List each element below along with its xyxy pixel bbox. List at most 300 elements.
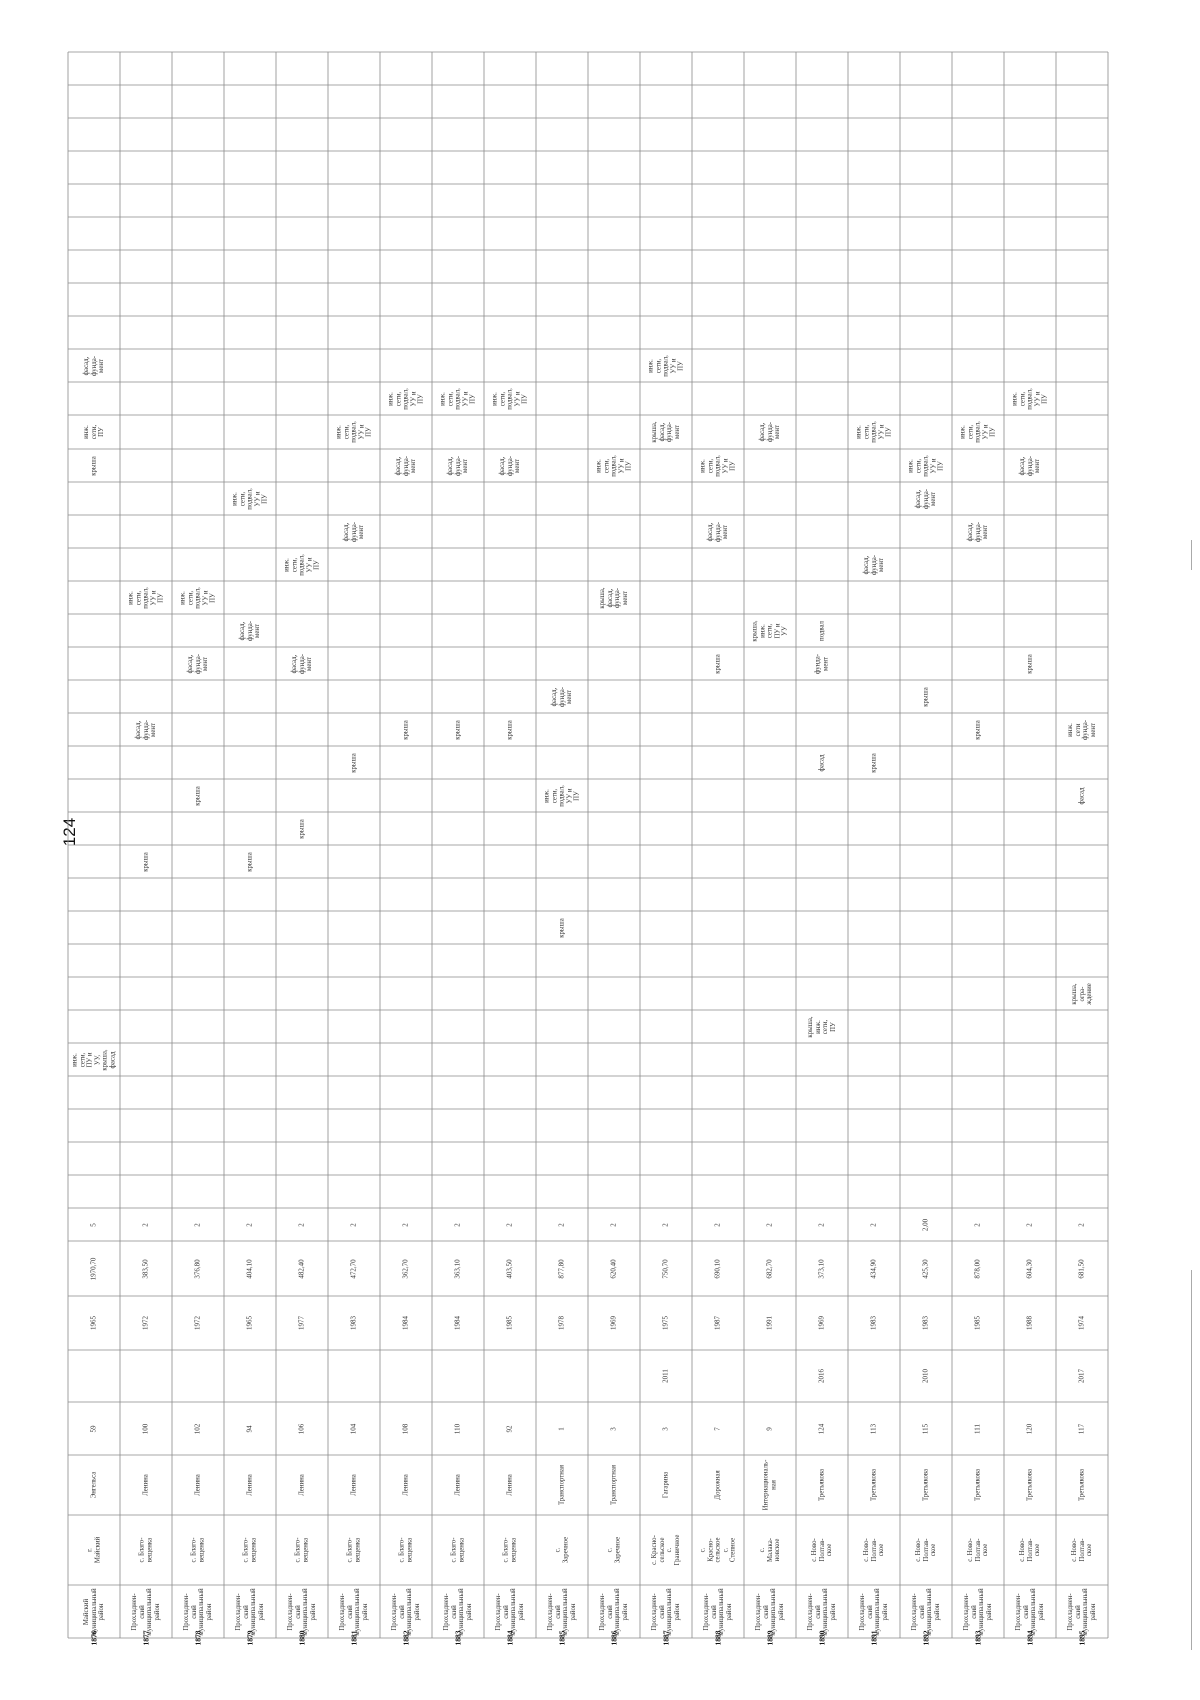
area-cell [952, 1241, 1004, 1296]
settlement-cell [172, 1515, 224, 1585]
settlement-cell [952, 1515, 1004, 1585]
build-year-cell-text: 1975 [661, 1316, 670, 1330]
district-cell [276, 1585, 328, 1638]
work-type-cell [796, 614, 848, 647]
work-type-cell-text: инж. сети, подвал, УУ и ПУ [231, 487, 269, 510]
district-cell [120, 1585, 172, 1638]
work-type-cell-text: крыша [350, 752, 358, 773]
work-type-cell-text: фасад, фунда- мент [706, 521, 729, 542]
page-number: 124 [60, 817, 79, 847]
house-number-cell-text: 7 [713, 1426, 722, 1431]
work-type-cell-text: крыша, фасад, фунда- мент [599, 586, 629, 609]
street-cell [692, 1455, 744, 1515]
district-cell [68, 1585, 120, 1638]
district-cell-text: Прохладнен- ский муниципальный район [1067, 1587, 1097, 1636]
year-extra-cell [484, 1350, 536, 1402]
work-type-cell [1056, 977, 1108, 1010]
street-cell-text: Ленина [506, 1474, 514, 1496]
work-type-cell [276, 812, 328, 845]
work-type-cell-text: фасад, фунда- мент [238, 620, 261, 641]
work-type-cell [952, 515, 1004, 548]
build-year-cell [1004, 1296, 1056, 1350]
work-type-cell-text: крыша [402, 719, 410, 740]
work-type-cell [536, 779, 588, 812]
house-number-cell [432, 1402, 484, 1455]
work-type-cell-text: инж. сети, подвал, УУ и ПУ [491, 387, 529, 410]
area-cell [1056, 1241, 1108, 1296]
year-extra-cell [796, 1350, 848, 1402]
row-number-cell-text: 1895 [1077, 1630, 1087, 1646]
build-year-cell [484, 1296, 536, 1350]
work-type-cell [1056, 713, 1108, 746]
district-cell [900, 1585, 952, 1638]
build-year-cell-text: 1969 [609, 1316, 618, 1330]
floors-cell-text: 2 [765, 1222, 774, 1227]
district-cell [952, 1585, 1004, 1638]
settlement-cell-text: с. Заречное [554, 1536, 569, 1564]
build-year-cell [172, 1296, 224, 1350]
work-type-cell-text: инж. сети, ПУ [82, 424, 105, 440]
district-cell-text: Прохладнен- ский муниципальный район [859, 1587, 889, 1636]
year-extra-cell [1056, 1350, 1108, 1402]
work-type-cell-text: крыша, инж. сети, ПУ [807, 1015, 837, 1038]
street-cell-text: Интернациональ- ная [762, 1459, 777, 1511]
house-number-cell-text: 94 [245, 1425, 254, 1432]
work-type-cell [380, 449, 432, 482]
year-extra-cell [1004, 1350, 1056, 1402]
row-number-cell-text: 1887 [661, 1630, 671, 1646]
build-year-cell [536, 1296, 588, 1350]
floors-cell-text: 2 [401, 1222, 410, 1227]
work-type-cell-text: инж. сети, подвал, УУ и ПУ [335, 421, 373, 443]
build-year-cell-text: 1965 [89, 1316, 98, 1330]
work-type-cell [692, 647, 744, 680]
work-type-cell [328, 746, 380, 779]
area-cell [68, 1241, 120, 1296]
area-cell [848, 1241, 900, 1296]
row-number-cell-text: 1891 [869, 1630, 879, 1646]
work-type-cell-text: крыша, инж. сети, ПУ и УУ [751, 619, 789, 642]
work-type-cell-text: фасад, фунда- мент [394, 455, 417, 476]
work-type-cell [120, 713, 172, 746]
build-year-cell-text: 1983 [349, 1316, 358, 1330]
work-type-cell-text: крыша, огра- ждение [1070, 982, 1093, 1005]
work-type-cell [120, 845, 172, 878]
district-cell-text: Прохладнен- ский муниципальный район [755, 1587, 785, 1636]
house-number-cell [224, 1402, 276, 1455]
house-number-cell-text: 102 [193, 1423, 202, 1434]
work-type-cell [744, 614, 796, 647]
floors-cell-text: 2 [869, 1222, 878, 1227]
district-cell-text: Прохладнен- ский муниципальный район [911, 1587, 941, 1636]
street-cell [640, 1455, 692, 1515]
work-type-cell-text: крыша [246, 851, 254, 872]
area-cell-text: 376,80 [193, 1258, 202, 1279]
street-cell [588, 1455, 640, 1515]
house-number-cell [380, 1402, 432, 1455]
house-number-cell-text: 59 [89, 1425, 98, 1432]
house-number-cell-text: 100 [141, 1423, 150, 1434]
work-type-cell-text: крыша [298, 818, 306, 839]
settlement-cell [848, 1515, 900, 1585]
settlement-cell-text: с. Благо- вещенка [502, 1537, 517, 1563]
area-cell [224, 1241, 276, 1296]
year-extra-cell [172, 1350, 224, 1402]
work-type-cell-text: инж. сети, подвал, УУ и ПУ [855, 421, 893, 443]
area-cell-text: 383,50 [141, 1258, 150, 1279]
settlement-cell-text: с. Ново- Полтав- ское [1018, 1538, 1041, 1562]
year-extra-cell [692, 1350, 744, 1402]
work-type-cell [68, 449, 120, 482]
build-year-cell [640, 1296, 692, 1350]
floors-cell [224, 1208, 276, 1241]
build-year-cell-text: 1977 [297, 1316, 306, 1330]
house-number-cell [588, 1402, 640, 1455]
build-year-cell [432, 1296, 484, 1350]
district-cell-text: Прохладнен- ский муниципальный район [235, 1587, 265, 1636]
floors-cell [640, 1208, 692, 1241]
house-number-cell-text: 9 [765, 1426, 774, 1431]
work-type-cell-text: фасад, фунда- мент [550, 686, 573, 707]
build-year-cell-text: 1988 [1025, 1316, 1034, 1330]
floors-cell [484, 1208, 536, 1241]
work-type-cell [120, 581, 172, 614]
build-year-cell-text: 1978 [557, 1316, 566, 1330]
row-number-cell-text: 1886 [609, 1630, 619, 1646]
work-type-cell [692, 449, 744, 482]
street-cell [900, 1455, 952, 1515]
work-type-cell-text: крыша, фасад, фунда- мент [651, 421, 681, 443]
area-cell [900, 1241, 952, 1296]
area-cell [328, 1241, 380, 1296]
floors-cell [952, 1208, 1004, 1241]
district-cell [588, 1585, 640, 1638]
house-number-cell-text: 111 [973, 1423, 982, 1434]
floors-cell [848, 1208, 900, 1241]
area-cell [588, 1241, 640, 1296]
area-cell [796, 1241, 848, 1296]
floors-cell [120, 1208, 172, 1241]
work-type-cell-text: фасад, фунда- мент [82, 355, 105, 376]
build-year-cell-text: 1974 [1077, 1316, 1086, 1330]
floors-cell-text: 2 [973, 1222, 982, 1227]
street-cell [1004, 1455, 1056, 1515]
work-type-cell [1004, 647, 1056, 680]
work-type-cell-text: крыша [506, 719, 514, 740]
house-number-cell [640, 1402, 692, 1455]
settlement-cell-text: с. Благо- вещенка [450, 1537, 465, 1563]
floors-cell-text: 2 [1025, 1222, 1034, 1227]
work-type-cell [276, 647, 328, 680]
build-year-cell-text: 1985 [973, 1316, 982, 1330]
area-cell-text: 1970,70 [89, 1257, 98, 1280]
house-number-cell-text: 115 [921, 1423, 930, 1434]
settlement-cell-text: с. Ново- Полтав- ское [1070, 1538, 1093, 1562]
build-year-cell-text: 1991 [765, 1316, 774, 1330]
house-number-cell [900, 1402, 952, 1455]
street-cell-text: Третьякова [818, 1469, 826, 1501]
build-year-cell-text: 1983 [869, 1316, 878, 1330]
floors-cell [68, 1208, 120, 1241]
settlement-cell-text: с. Красно- сельское с. Граничное [651, 1534, 681, 1566]
district-cell-text: Прохладнен- ский муниципальный район [339, 1587, 369, 1636]
floors-cell-text: 2 [557, 1222, 566, 1227]
work-type-cell-text: крыша [870, 752, 878, 773]
house-number-cell-text: 108 [401, 1423, 410, 1434]
house-number-cell-text: 92 [505, 1425, 514, 1432]
settlement-cell [692, 1515, 744, 1585]
work-type-cell-text: крыша [1026, 653, 1034, 674]
build-year-cell-text: 1984 [401, 1316, 410, 1330]
work-type-cell [1004, 382, 1056, 415]
work-type-cell [848, 746, 900, 779]
house-number-cell [692, 1402, 744, 1455]
street-cell [1056, 1455, 1108, 1515]
work-type-cell [900, 680, 952, 713]
district-cell [328, 1585, 380, 1638]
scan-edge-mark [1191, 540, 1192, 570]
work-type-cell-text: крыша [714, 653, 722, 674]
street-cell-text: Ленина [194, 1474, 202, 1496]
floors-cell [1056, 1208, 1108, 1241]
work-type-cell [172, 581, 224, 614]
work-type-cell [68, 415, 120, 449]
street-cell [276, 1455, 328, 1515]
year-extra-cell [640, 1350, 692, 1402]
work-type-cell-text: фасад, фунда- мент [1018, 455, 1041, 476]
build-year-cell [588, 1296, 640, 1350]
floors-cell-text: 2 [297, 1222, 306, 1227]
floors-cell [536, 1208, 588, 1241]
street-cell-text: Третьякова [922, 1469, 930, 1501]
build-year-cell [68, 1296, 120, 1350]
work-type-cell-text: крыша [558, 917, 566, 938]
row-number-cell-text: 1885 [557, 1630, 567, 1646]
work-type-cell-text: инж. сети, подвал, УУ и ПУ [439, 387, 477, 410]
street-cell [328, 1455, 380, 1515]
build-year-cell-text: 1969 [817, 1316, 826, 1330]
work-type-cell [172, 647, 224, 680]
area-cell-text: 750,70 [661, 1258, 670, 1279]
work-type-cell [1056, 779, 1108, 812]
house-number-cell [172, 1402, 224, 1455]
work-type-cell-text: крыша [974, 719, 982, 740]
settlement-cell-text: с. Ново- Полтав- ское [966, 1538, 989, 1562]
work-type-cell-text: фасад, фунда- мент [862, 554, 885, 575]
district-cell-text: Прохладнен- ский муниципальный район [651, 1587, 681, 1636]
work-type-cell [588, 581, 640, 614]
house-number-cell [68, 1402, 120, 1455]
house-number-cell [796, 1402, 848, 1455]
area-cell-text: 363,10 [453, 1258, 462, 1279]
settlement-cell [276, 1515, 328, 1585]
house-number-cell [276, 1402, 328, 1455]
settlement-cell-text: с. Благо- вещенка [398, 1537, 413, 1563]
house-number-cell-text: 110 [453, 1423, 462, 1434]
area-cell [640, 1241, 692, 1296]
work-type-cell-text: инж. сети, подвал, УУ и ПУ [647, 354, 685, 377]
floors-cell [432, 1208, 484, 1241]
area-cell [120, 1241, 172, 1296]
house-number-cell-text: 124 [817, 1423, 826, 1434]
row-number-cell-text: 1879 [245, 1630, 255, 1646]
work-type-cell-text: подвал [818, 620, 826, 641]
year-extra-cell [224, 1350, 276, 1402]
floors-cell-text: 2 [193, 1222, 202, 1227]
house-number-cell-text: 117 [1077, 1423, 1086, 1434]
house-number-cell [328, 1402, 380, 1455]
build-year-cell [692, 1296, 744, 1350]
street-cell-text: Третьякова [974, 1469, 982, 1501]
district-cell-text: Прохладнен- ский муниципальный район [599, 1587, 629, 1636]
row-number-cell-text: 1889 [765, 1630, 775, 1646]
year-extra-cell [848, 1350, 900, 1402]
street-cell [744, 1455, 796, 1515]
area-cell [172, 1241, 224, 1296]
district-cell [640, 1585, 692, 1638]
house-number-cell-text: 3 [661, 1426, 670, 1431]
settlement-cell-text: с. Благо- вещенка [294, 1537, 309, 1563]
work-type-cell [68, 1043, 120, 1076]
house-number-cell [1056, 1402, 1108, 1455]
district-cell [172, 1585, 224, 1638]
street-cell-text: Дорожная [714, 1470, 722, 1500]
area-cell [276, 1241, 328, 1296]
district-cell-text: Прохладнен- ский муниципальный район [131, 1587, 161, 1636]
work-type-cell [536, 680, 588, 713]
district-cell [744, 1585, 796, 1638]
street-cell [68, 1455, 120, 1515]
work-type-cell-text: фасад, фунда- мент [498, 455, 521, 476]
house-number-cell-text: 106 [297, 1423, 306, 1434]
year-extra-cell-text: 2017 [1077, 1369, 1086, 1383]
floors-cell [276, 1208, 328, 1241]
year-extra-cell-text: 2016 [817, 1369, 826, 1383]
district-cell-text: Прохладнен- ский муниципальный район [703, 1587, 733, 1636]
house-number-cell [952, 1402, 1004, 1455]
work-type-cell [796, 1010, 848, 1043]
year-extra-cell [328, 1350, 380, 1402]
year-extra-cell [952, 1350, 1004, 1402]
work-type-cell [224, 845, 276, 878]
district-cell-text: Прохладнен- ский муниципальный район [547, 1587, 577, 1636]
work-type-cell-text: крыша [142, 851, 150, 872]
work-type-cell-text: крыша [90, 455, 98, 476]
year-extra-cell-text: 2011 [661, 1369, 670, 1383]
house-number-cell [484, 1402, 536, 1455]
district-cell [796, 1585, 848, 1638]
work-type-cell [640, 349, 692, 382]
row-number-cell-text: 1878 [193, 1630, 203, 1646]
work-type-cell-text: фасад, фунда- мент [134, 719, 157, 740]
area-cell-text: 362,70 [401, 1258, 410, 1279]
work-type-cell-text: фасад, фунда- мент [446, 455, 469, 476]
work-type-cell [380, 713, 432, 746]
district-cell-text: Прохладнен- ский муниципальный район [183, 1587, 213, 1636]
district-cell [1004, 1585, 1056, 1638]
area-cell [432, 1241, 484, 1296]
work-type-cell [900, 449, 952, 482]
area-cell-text: 604,30 [1025, 1258, 1034, 1279]
settlement-cell [588, 1515, 640, 1585]
row-number-cell-text: 1881 [349, 1630, 359, 1646]
area-cell-text: 482,40 [297, 1258, 306, 1279]
settlement-cell-text: с. Ново- Полтав- ское [862, 1538, 885, 1562]
scan-edge-mark [1191, 1270, 1192, 1650]
street-cell-text: Энгельса [90, 1471, 98, 1499]
work-type-cell [432, 713, 484, 746]
floors-cell [692, 1208, 744, 1241]
floors-cell [1004, 1208, 1056, 1241]
area-cell-text: 681,50 [1077, 1258, 1086, 1279]
build-year-cell [900, 1296, 952, 1350]
work-type-cell-text: фасад, фунда- мент [186, 653, 209, 674]
work-type-cell-text: инж. сети, подвал, УУ и ПУ [127, 586, 165, 609]
house-number-cell-text: 120 [1025, 1423, 1034, 1434]
floors-cell-text: 2 [1077, 1222, 1086, 1227]
work-type-cell-text: инж. сети, подвал, УУ и ПУ [543, 784, 581, 807]
settlement-cell-text: г. Майский [86, 1536, 101, 1564]
row-number-cell-text: 1876 [89, 1630, 99, 1646]
area-cell-text: 878,00 [973, 1258, 982, 1279]
floors-cell [744, 1208, 796, 1241]
area-cell [536, 1241, 588, 1296]
district-cell-text: Прохладнен- ский муниципальный район [1015, 1587, 1045, 1636]
work-type-cell-text: фасад, фунда- мент [966, 521, 989, 542]
work-type-cell [224, 614, 276, 647]
area-cell-text: 425,30 [921, 1258, 930, 1279]
row-number-cell-text: 1882 [401, 1630, 411, 1646]
work-type-cell [796, 746, 848, 779]
district-cell [380, 1585, 432, 1638]
district-cell-text: Прохладнен- ский муниципальный район [391, 1587, 421, 1636]
area-cell-text: 690,10 [713, 1258, 722, 1279]
house-number-cell [536, 1402, 588, 1455]
build-year-cell-text: 1972 [193, 1316, 202, 1330]
work-type-cell [744, 415, 796, 449]
work-type-cell [952, 713, 1004, 746]
build-year-cell-text: 1972 [141, 1316, 150, 1330]
floors-cell-text: 5 [89, 1222, 98, 1227]
settlement-cell [1004, 1515, 1056, 1585]
build-year-cell [744, 1296, 796, 1350]
house-number-cell-text: 1 [557, 1426, 566, 1431]
build-year-cell-text: 1983 [921, 1316, 930, 1330]
work-type-cell [432, 382, 484, 415]
work-type-cell-text: фасад [818, 754, 826, 771]
work-type-cell-text: фасад, фунда- мент [342, 521, 365, 542]
work-type-cell-text: инж. сети, подвал, УУ и ПУ [907, 454, 945, 477]
area-cell-text: 877,80 [557, 1258, 566, 1279]
work-type-cell [328, 515, 380, 548]
area-cell [744, 1241, 796, 1296]
street-cell-text: Ленина [454, 1474, 462, 1496]
settlement-cell [328, 1515, 380, 1585]
floors-cell [380, 1208, 432, 1241]
work-type-cell-text: инж. сети, ПУ и УУ, крыша, фасад [71, 1048, 116, 1071]
floors-cell-text: 2,00 [921, 1218, 930, 1231]
work-type-cell [640, 415, 692, 449]
floors-cell-text: 2 [661, 1222, 670, 1227]
floors-cell-text: 2 [609, 1222, 618, 1227]
settlement-cell-text: с. Красно- сельское с. Степное [699, 1537, 737, 1563]
settlement-cell [380, 1515, 432, 1585]
work-type-cell [692, 515, 744, 548]
settlement-cell [224, 1515, 276, 1585]
build-year-cell-text: 1965 [245, 1316, 254, 1330]
row-number-cell-text: 1884 [505, 1630, 515, 1646]
settlement-cell [68, 1515, 120, 1585]
